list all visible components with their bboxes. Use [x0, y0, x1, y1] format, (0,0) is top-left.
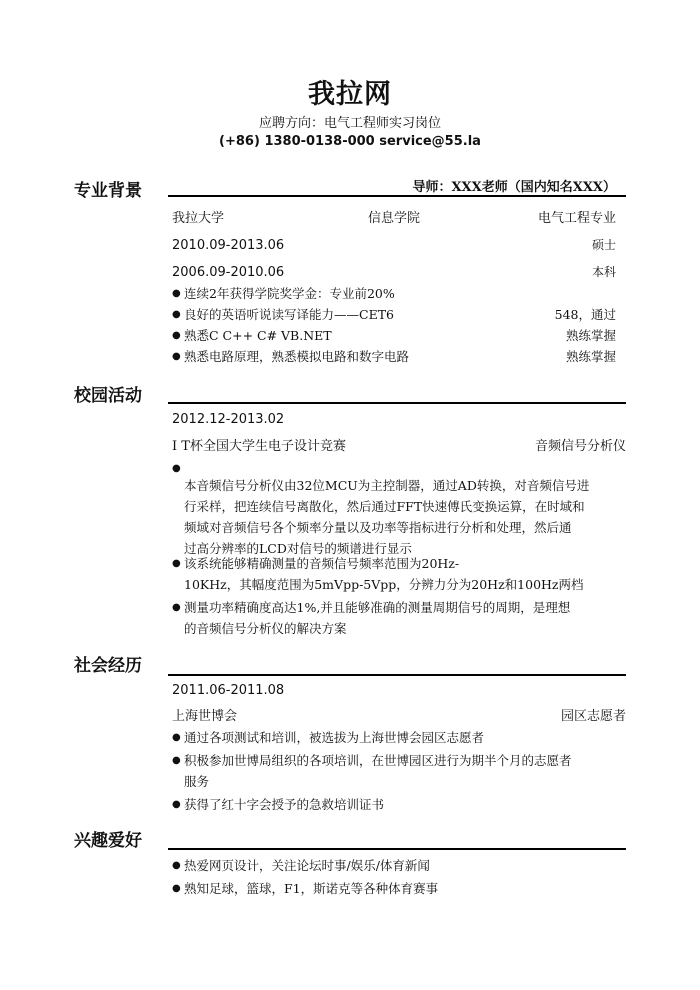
- bullet-icon: ●: [172, 330, 181, 341]
- advisor: 导师：XXX老师（国内知名XXX）: [412, 180, 616, 195]
- list-item-line: 获得了红十字会授予的急救培训证书: [184, 797, 385, 812]
- section-title-campus: 校园活动: [74, 386, 142, 406]
- job-objective: 应聘方向：电气工程师实习岗位: [258, 116, 441, 131]
- list-item-right: 熟练掌握: [565, 349, 616, 364]
- section-divider: [168, 848, 626, 850]
- social-period: 2011.06-2011.08: [172, 683, 285, 698]
- list-item: 熟知足球，篮球，F1，斯诺克等各种体育赛事: [184, 881, 439, 896]
- college-name: 信息学院: [368, 211, 421, 226]
- section-title-education: 专业背景: [74, 181, 142, 201]
- list-item-line: 频域对音频信号各个频率分量以及功率等指标进行分析和处理，然后通: [184, 520, 572, 535]
- section-title-social: 社会经历: [74, 656, 142, 676]
- campus-role: 音频信号分析仪: [534, 439, 626, 454]
- bullet-icon: ●: [172, 883, 181, 894]
- school-name: 我拉大学: [172, 211, 225, 226]
- list-item-line: 过高分辨率的LCD对信号的频谱进行显示: [184, 541, 412, 556]
- list-item-line: 本音频信号分析仪由32位MCU为主控制器，通过AD转换，对音频信号进: [184, 478, 590, 493]
- social-role: 园区志愿者: [560, 709, 626, 724]
- list-item-right: 熟练掌握: [565, 328, 616, 343]
- list-item-line: 服务: [184, 774, 210, 789]
- bullet-icon: ●: [172, 860, 181, 871]
- list-item-line: 行采样，把连续信号离散化，然后通过FFT快速傅氏变换运算，在时域和: [184, 499, 585, 514]
- list-item-line: 测量功率精确度高达1%,并且能够准确的测量周期信号的周期，是理想: [184, 600, 571, 615]
- section-divider: [168, 674, 626, 676]
- edu-period-bachelor: 2006.09-2010.06: [172, 265, 285, 280]
- contact-line: (+86) 1380-0138-000 service@55.la: [219, 134, 481, 149]
- degree-master: 硕士: [591, 238, 616, 252]
- list-item: 热爱网页设计，关注论坛时事/娱乐/体育新闻: [184, 858, 430, 873]
- bullet-icon: ●: [172, 463, 181, 474]
- bullet-icon: ●: [172, 309, 181, 320]
- bullet-icon: ●: [172, 732, 181, 743]
- section-title-hobbies: 兴趣爱好: [74, 831, 142, 851]
- list-item: 熟悉C C++ C# VB.NET: [184, 328, 332, 343]
- bullet-icon: ●: [172, 288, 181, 299]
- list-item: 熟悉电路原理，熟悉模拟电路和数字电路: [184, 349, 410, 364]
- campus-event: I T杯全国大学生电子设计竞赛: [172, 439, 346, 454]
- section-divider: [168, 195, 626, 197]
- degree-bachelor: 本科: [591, 265, 616, 279]
- campus-period: 2012.12-2013.02: [172, 412, 285, 427]
- social-org: 上海世博会: [172, 709, 238, 724]
- list-item-right: 548，通过: [554, 307, 616, 322]
- edu-period-master: 2010.09-2013.06: [172, 238, 285, 253]
- major-name: 电气工程专业: [537, 211, 616, 226]
- list-item-line: 的音频信号分析仪的解决方案: [184, 621, 347, 636]
- bullet-icon: ●: [172, 351, 181, 362]
- list-item-line: 该系统能够精确测量的音频信号频率范围为20Hz-: [184, 556, 460, 571]
- bullet-icon: ●: [172, 755, 181, 766]
- list-item-line: 通过各项测试和培训，被选拔为上海世博会园区志愿者: [184, 730, 485, 745]
- bullet-icon: ●: [172, 799, 181, 810]
- list-item: 良好的英语听说读写译能力——CET6: [184, 307, 394, 322]
- list-item: 连续2年获得学院奖学金：专业前20%: [184, 286, 395, 301]
- list-item-line: 积极参加世博局组织的各项培训，在世博园区进行为期半个月的志愿者: [184, 753, 572, 768]
- bullet-icon: ●: [172, 602, 181, 613]
- bullet-icon: ●: [172, 558, 181, 569]
- candidate-name: 我拉网: [308, 79, 392, 110]
- section-divider: [168, 402, 626, 404]
- list-item-line: 10KHz，其幅度范围为5mVpp-5Vpp，分辨力分为20Hz和100Hz两档: [184, 577, 584, 592]
